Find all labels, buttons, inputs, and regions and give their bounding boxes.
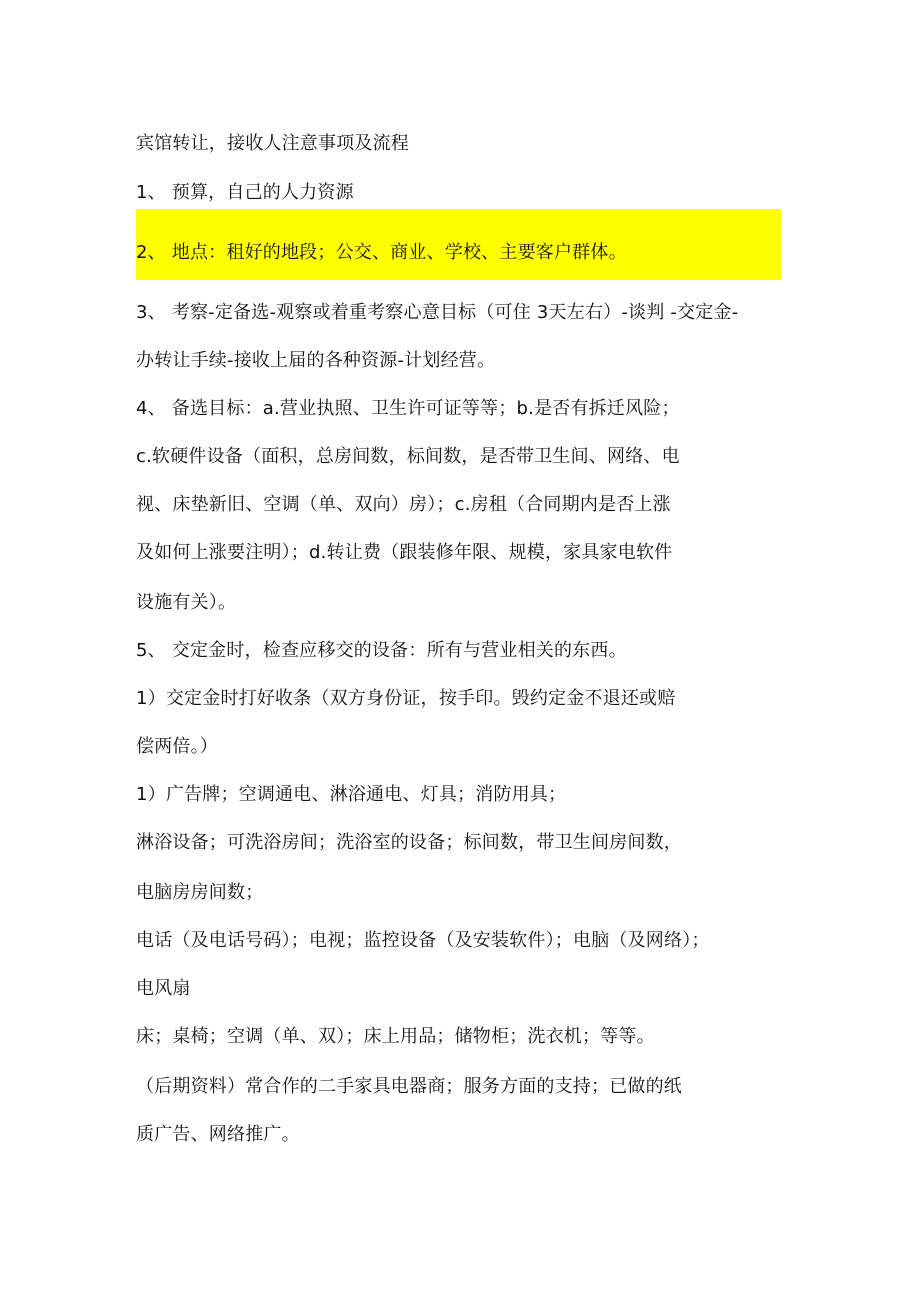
subitem-1-line-1: 1）交定金时打好收条（双方身份证，按手印。毁约定金不退还或赔	[136, 688, 676, 709]
later-materials-line-2: 质广告、网络推广。	[136, 1124, 300, 1145]
subitem-2-line-1: 1）广告牌；空调通电、淋浴通电、灯具；消防用具；	[136, 784, 567, 805]
item-3-line-1: 3、 考察-定备选-观察或着重考察心意目标（可住 3天左右）-谈判 -交定金-	[136, 302, 739, 323]
subitem-2-line-6: 床；桌椅；空调（单、双）；床上用品；储物柜；洗衣机；等等。	[136, 1026, 655, 1047]
item-4-line-2: c.软硬件设备（面积，总房间数，标间数，是否带卫生间、网络、电	[136, 446, 680, 467]
subitem-2-line-4: 电话（及电话号码）；电视；监控设备（及安装软件）；电脑（及网络）；	[136, 930, 710, 951]
subitem-2-line-2: 淋浴设备；可洗浴房间；洗浴室的设备；标间数，带卫生间房间数，	[136, 832, 682, 853]
item-4-line-1: 4、 备选目标：a.营业执照、卫生许可证等等；b.是否有拆迁风险；	[136, 398, 680, 419]
item-4-line-3: 视、床垫新旧、空调（单、双向）房）；c.房租（合同期内是否上涨	[136, 494, 671, 515]
later-materials-line-1: （后期资料）常合作的二手家具电器商；服务方面的支持；已做的纸	[136, 1076, 682, 1097]
subitem-2-line-3: 电脑房房间数；	[136, 882, 264, 903]
item-3-line-2: 办转让手续-接收上届的各种资源-计划经营。	[136, 350, 496, 371]
item-2-highlighted: 2、 地点：租好的地段；公交、商业、学校、主要客户群体。	[136, 242, 627, 263]
item-5: 5、 交定金时，检查应移交的设备：所有与营业相关的东西。	[136, 640, 627, 661]
subitem-1-line-2: 偿两倍。）	[136, 736, 218, 757]
subitem-2-line-5: 电风扇	[136, 978, 191, 999]
item-4-line-4: 及如何上涨要注明）；d.转让费（跟装修年限、规模，家具家电软件	[136, 542, 673, 563]
item-4-line-5: 设施有关）。	[136, 592, 237, 613]
item-1: 1、 预算，自己的人力资源	[136, 182, 354, 203]
document-title: 宾馆转让，接收人注意事项及流程	[136, 133, 409, 154]
